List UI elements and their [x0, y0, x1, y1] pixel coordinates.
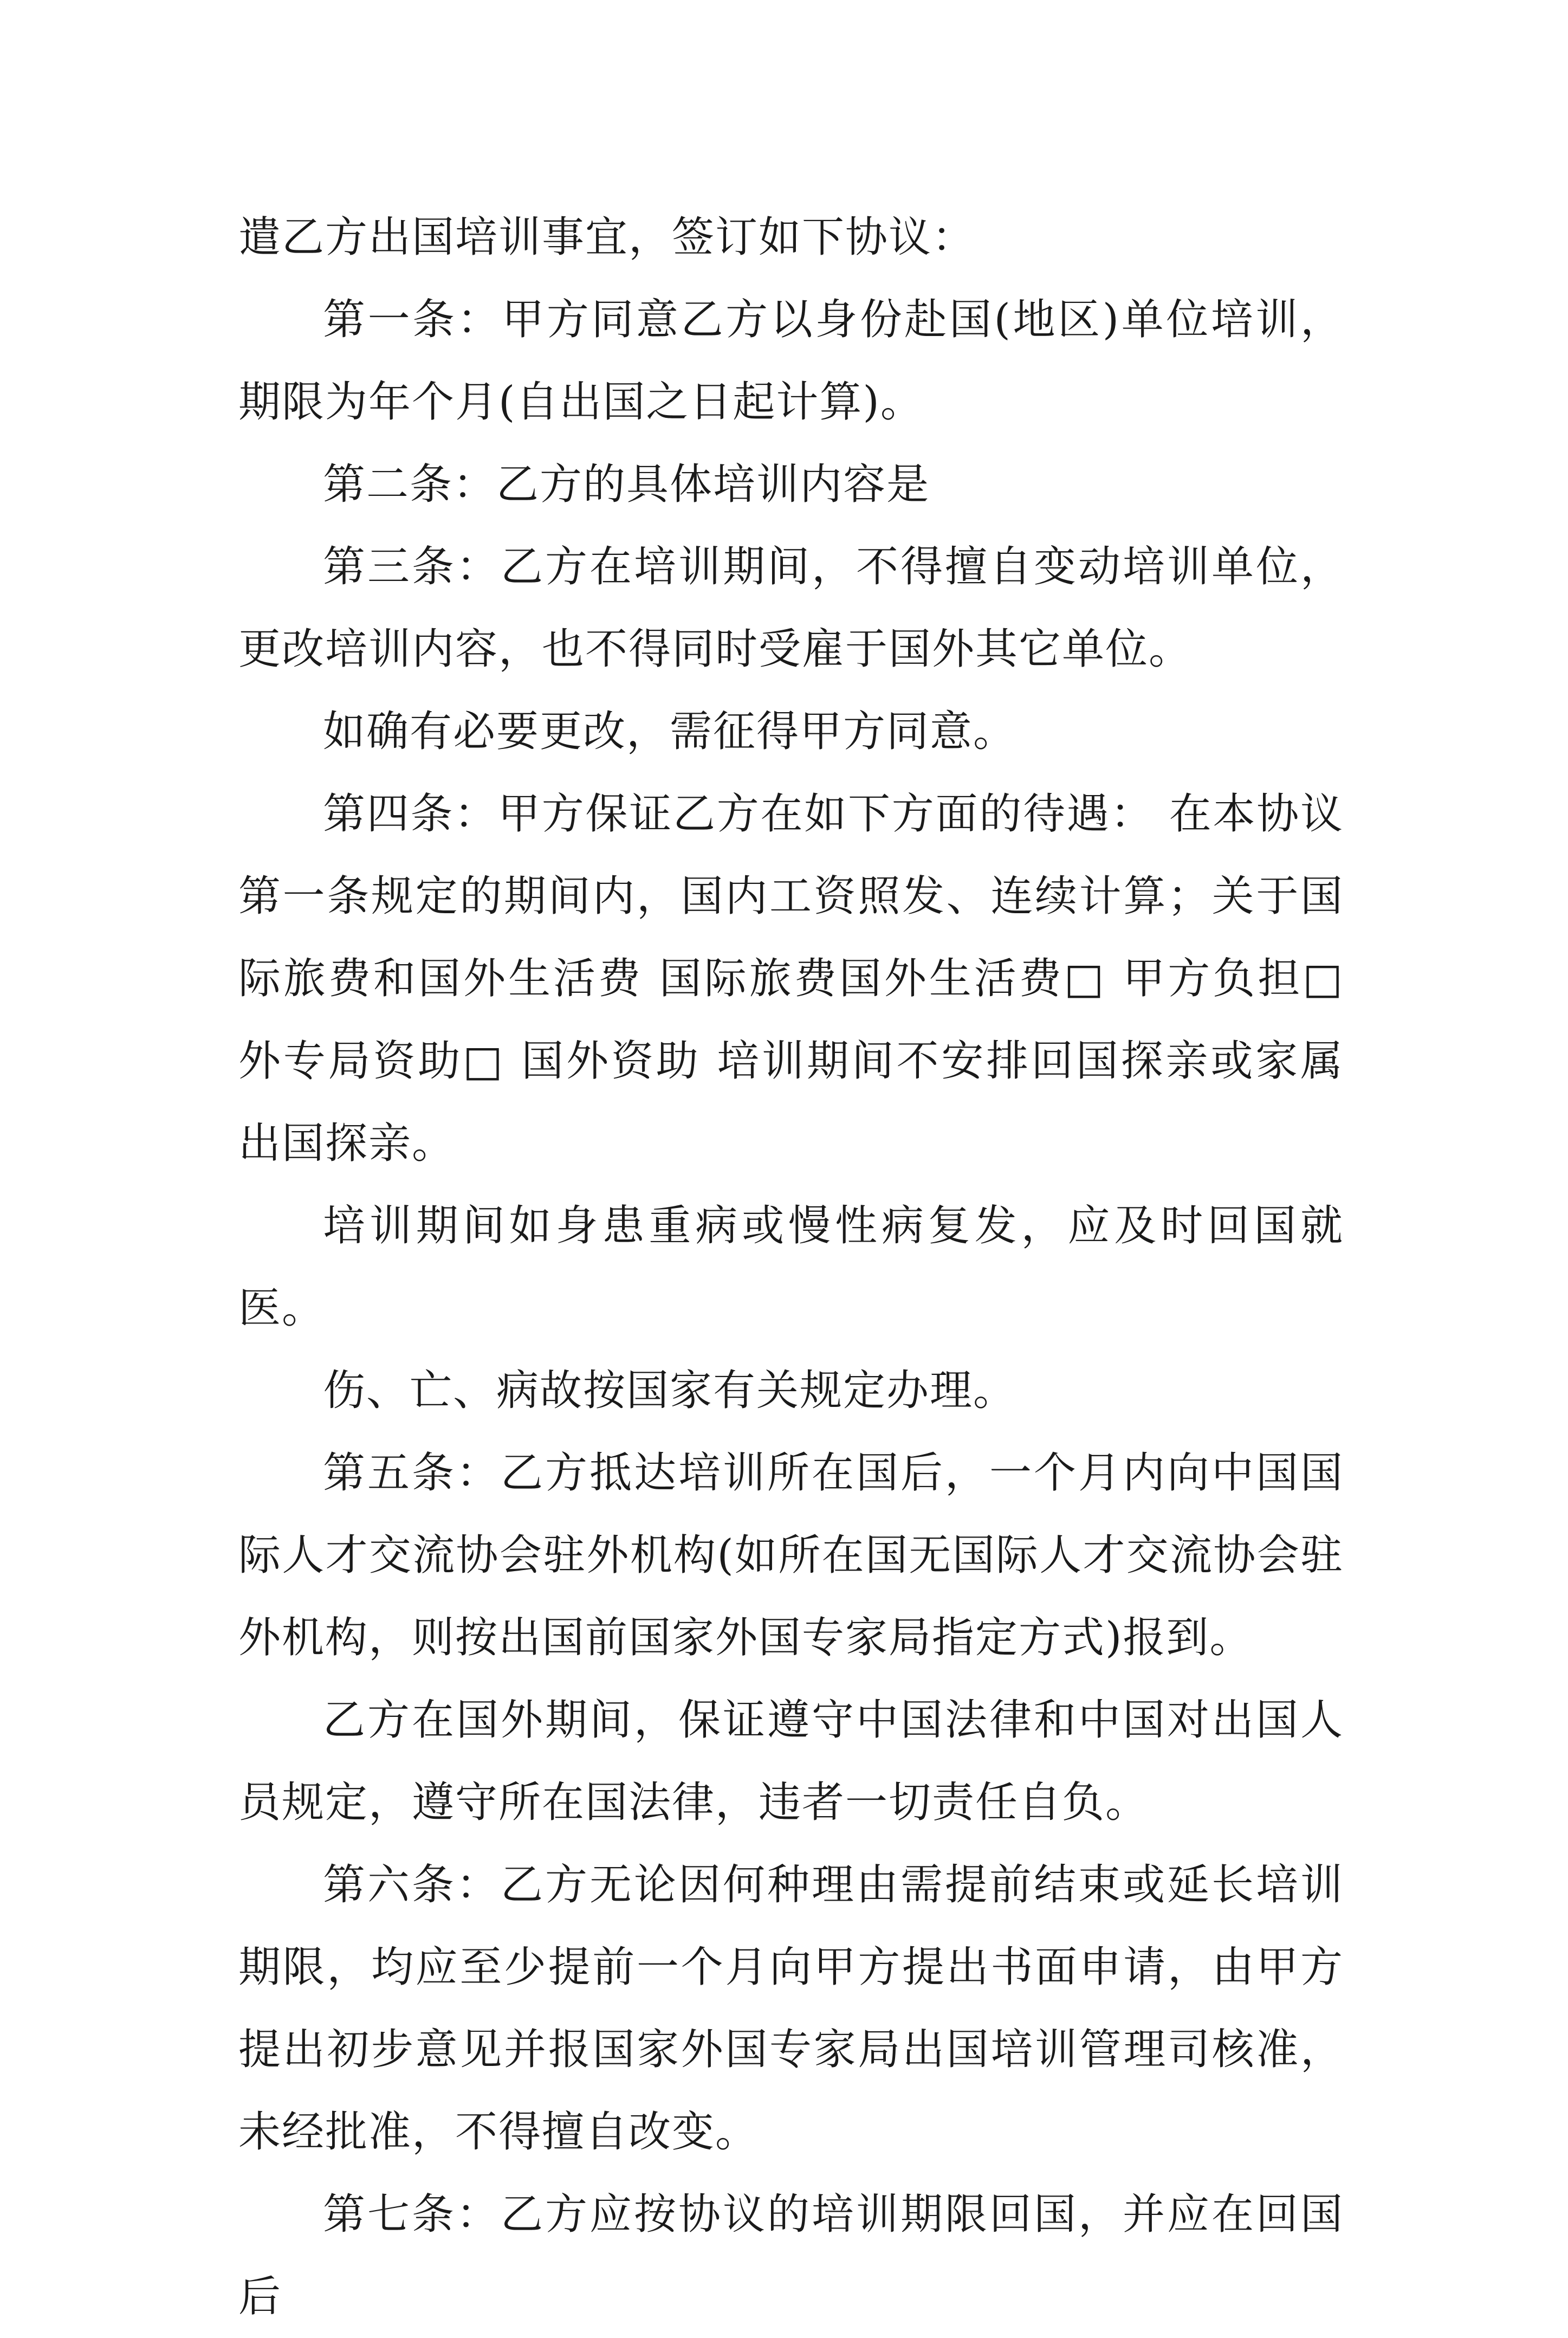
paragraph-article-3-note: 如确有必要更改，需征得甲方同意。 [323, 707, 1017, 756]
paragraph-article-6: 第六条：乙方无论因何种理由需提前结束或延长培训期限，均应至少提前一个月向甲方提出书面申请，由甲方提出初步意见并报国家外国专家局出国培训管理司核准，未经批准，不得擅自改变。 [238, 1861, 1344, 2156]
paragraph-article-2: 第二条：乙方的具体培训内容是 [323, 460, 930, 509]
paragraph-article-5-law: 乙方在国外期间，保证遵守中国法律和中国对出国人员规定，遵守所在国法律，违者一切责任自负。 [238, 1696, 1344, 1827]
paragraph-article-3: 第三条：乙方在培训期间，不得擅自变动培训单位，更改培训内容，也不得同时受雇于国外其它单位。 [238, 542, 1344, 674]
paragraph-article-5: 第五条：乙方抵达培训所在国后，一个月内向中国国际人才交流协会驻外机构(如所在国无国际人才交流协会驻外机构，则按出国前国家外国专家局指定方式)报到。 [238, 1449, 1344, 1662]
paragraph-article-7: 第七条：乙方应按协议的培训期限回国，并应在回国后 [238, 2190, 1344, 2321]
paragraph-article-4-casualty: 伤、亡、病故按国家有关规定办理。 [323, 1366, 1017, 1415]
document-body [238, 196, 1344, 2338]
paragraph-article-4-illness: 培训期间如身患重病或慢性病复发，应及时回国就医。 [238, 1202, 1344, 1333]
paragraph-article-4: 第四条：甲方保证乙方在如下方面的待遇： 在本协议第一条规定的期间内，国内工资照发、连续计算；关于国际旅费和国外生活费 国际旅费国外生活费□ 甲方负担□ 外专局资助□ 国外资助 培训期间不安排回国探亲或家属出国探亲。 [238, 790, 1344, 1168]
paragraph-intro: 遣乙方出国培训事宜，签订如下协议： [238, 213, 976, 262]
paragraph-article-1: 第一条：甲方同意乙方以身份赴国(地区)单位培训，期限为年个月(自出国之日起计算)。 [238, 295, 1344, 427]
